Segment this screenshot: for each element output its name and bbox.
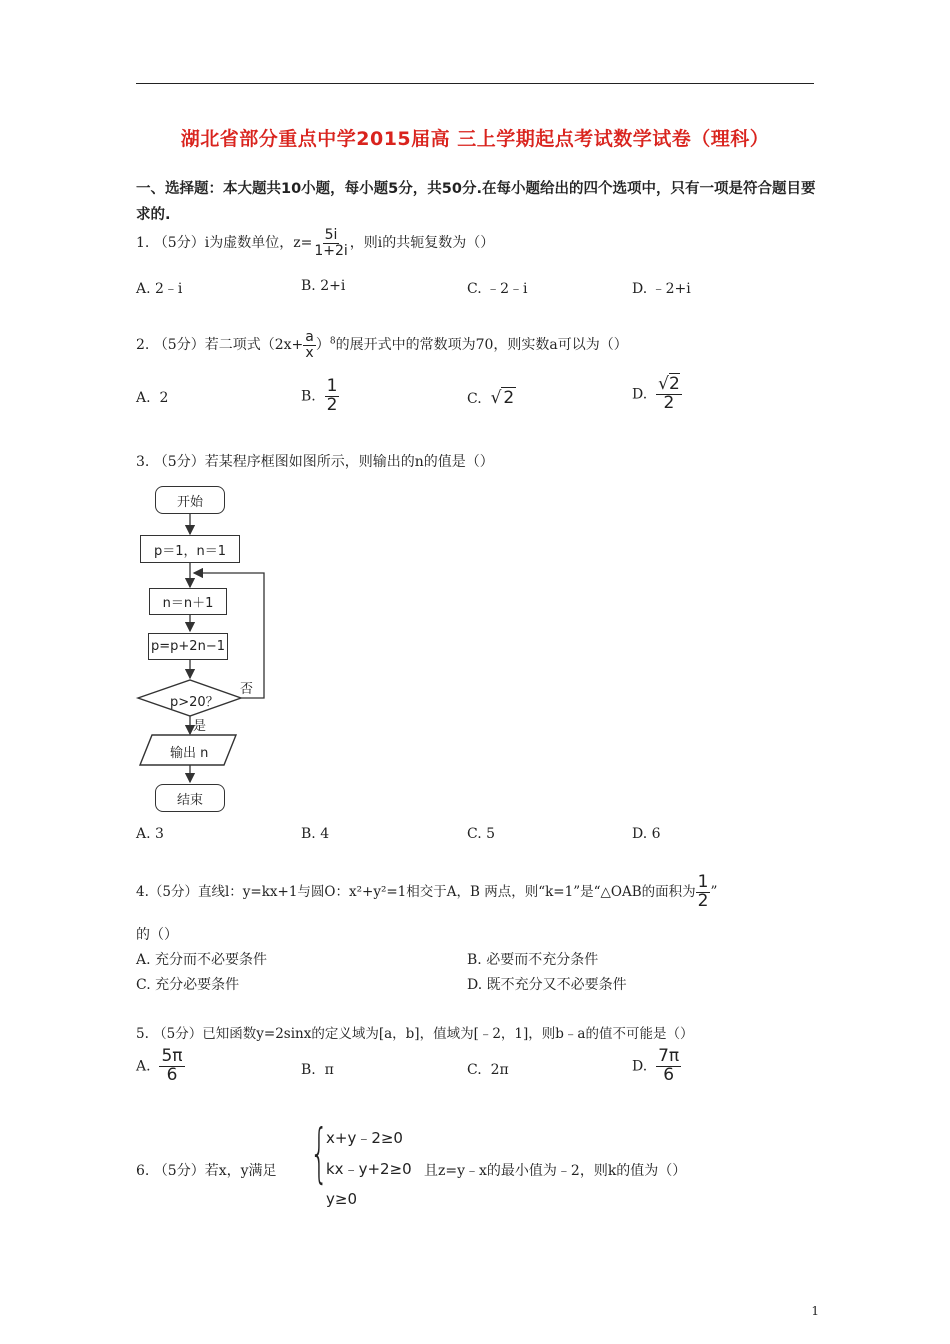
q1-prefix: 1. （5分）i为虚数单位，z= [136, 235, 313, 252]
question-1 [136, 228, 494, 258]
q5-option-a-num: 5π [161, 1046, 183, 1066]
q5-option-b-label: B. [301, 1062, 316, 1078]
q2-prefix: 2. （5分）若二项式（2x+ [136, 337, 304, 354]
question-4 [136, 874, 717, 911]
flowchart-step-n: n＝n＋1 [149, 588, 227, 615]
question-2: 2. （5分）若二项式（2x+ $\frac{a}{x}$ ）$^8$的展开式中的常数项为70，则实数a可以为（） [136, 329, 628, 361]
q2-option-d-label: D. [632, 386, 648, 403]
q3-option-d: D. 6 [632, 826, 661, 842]
q5-option-c [467, 1062, 509, 1078]
q1-numerator: 5i [324, 227, 338, 243]
q6-constraint-2: kx﹣y+2≥0 [326, 1160, 412, 1178]
q1-denominator: 1+2i [314, 242, 348, 259]
question-3: 3. （5分）若某程序框图如图所示，则输出的n的值是（） [136, 454, 494, 470]
q3-option-c: C. 5 [467, 826, 496, 842]
flowchart-step-p: p=p+2n−1 [148, 633, 228, 660]
q2-denominator: x [305, 344, 314, 361]
q2-option-d [632, 376, 682, 413]
q1-option-c: C. ﹣2﹣i [467, 281, 528, 297]
q4-prefix: 4.（5分）直线l：y=kx+1与圆O：x²+y²=1相交于A，B 两点，则“k=1”是“△OAB的面积为 [136, 883, 696, 900]
q5-option-a-label: A. [136, 1058, 151, 1075]
q1-option-d: D. ﹣2+i [632, 281, 691, 297]
q2-fraction [303, 330, 316, 360]
q2-option-b-label: B. [301, 388, 316, 405]
q2-option-b [301, 378, 339, 415]
q5-option-d-num: 7π [658, 1046, 680, 1066]
q5-option-c-value: 2π [490, 1062, 509, 1078]
q6-constraint-1: x+y﹣2≥0 [326, 1129, 403, 1147]
q2-option-b-den: 2 [326, 394, 338, 415]
q6-prefix: 6. （5分）若x，y满足 [136, 1163, 277, 1179]
q1-option-b: B. 2+i [301, 278, 346, 294]
q5-option-d [632, 1048, 681, 1085]
q2-exponent: 8 [329, 336, 336, 347]
q5-option-a-fraction [159, 1048, 184, 1085]
q1-option-a: A. 2﹣i [136, 281, 183, 297]
q1-fraction [312, 228, 349, 258]
q4-line2: 的（） [136, 927, 178, 943]
q5-option-b [301, 1062, 334, 1078]
q2-option-c-radicand: 2 [503, 388, 515, 408]
q2-option-b-num: 1 [326, 376, 338, 396]
q6-brace: { [310, 1117, 329, 1191]
q4-fraction [696, 874, 711, 911]
q4-option-a: A. 充分而不必要条件 [136, 952, 268, 968]
q2-option-c [467, 388, 516, 408]
q3-option-b: B. 4 [301, 826, 330, 842]
q5-option-b-value: π [324, 1062, 334, 1078]
q5-option-d-label: D. [632, 1058, 648, 1075]
flowchart-start: 开始 [155, 486, 225, 514]
section-heading: 一、选择题：本大题共10小题，每小题5分，共50分.在每小题给出的四个选项中，只有一项是符合题目要求的. [136, 181, 816, 223]
q4-numerator: 1 [697, 872, 709, 892]
q2-option-a [136, 390, 168, 406]
q4-option-b: B. 必要而不充分条件 [467, 952, 599, 968]
q2-option-c-sqrt: √ 2 [490, 388, 515, 408]
q2-option-a-label: A. [136, 390, 151, 406]
q6-suffix: 且z=y﹣x的最小值为﹣2，则k的值为（） [424, 1163, 687, 1179]
q2-option-d-num: √2 [658, 374, 680, 394]
q4-option-c: C. 充分必要条件 [136, 977, 240, 993]
q6-constraint-3: y≥0 [326, 1190, 357, 1208]
q5-option-c-label: C. [467, 1062, 482, 1078]
q5-option-a [136, 1048, 185, 1085]
q2-numerator: a [305, 329, 314, 345]
question-5: 5. （5分）已知函数y=2sinx的定义域为[a，b]，值域为[﹣2，1]，则b﹣a的值不可能是（） [136, 1026, 694, 1042]
q2-option-d-fraction [656, 376, 682, 413]
q2-option-c-label: C. [467, 391, 482, 407]
flowchart-end: 结束 [155, 784, 225, 812]
header-rule [136, 83, 814, 84]
flowchart-init: p＝1，n＝1 [140, 535, 240, 563]
q2-suffix: 的展开式中的常数项为70，则实数a可以为（） [335, 337, 628, 354]
q4-suffix: ” [710, 883, 718, 900]
flowchart-yes-label: 是 [193, 719, 207, 734]
q3-option-a: A. 3 [136, 826, 164, 842]
q5-option-a-den: 6 [166, 1064, 178, 1085]
q2-option-d-radicand: 2 [668, 374, 680, 394]
q4-denominator: 2 [697, 890, 709, 911]
q2-option-d-den: 2 [663, 392, 675, 413]
q5-option-d-den: 6 [663, 1064, 675, 1085]
flowchart-condition: p>20？ [170, 695, 219, 710]
flowchart-no-label: 否 [240, 682, 254, 697]
q2-option-b-fraction [325, 378, 340, 415]
exam-title: 湖北省部分重点中学2015届高 三上学期起点考试数学试卷（理科） [180, 128, 770, 150]
flowchart-output: 输出 n [170, 746, 209, 761]
q1-suffix: ，则i的共轭复数为（） [349, 235, 495, 252]
page-number: 1 [811, 1304, 819, 1318]
q4-option-d: D. 既不充分又不必要条件 [467, 977, 627, 993]
q2-option-a-value: 2 [159, 390, 169, 406]
q5-option-d-fraction [656, 1048, 681, 1085]
